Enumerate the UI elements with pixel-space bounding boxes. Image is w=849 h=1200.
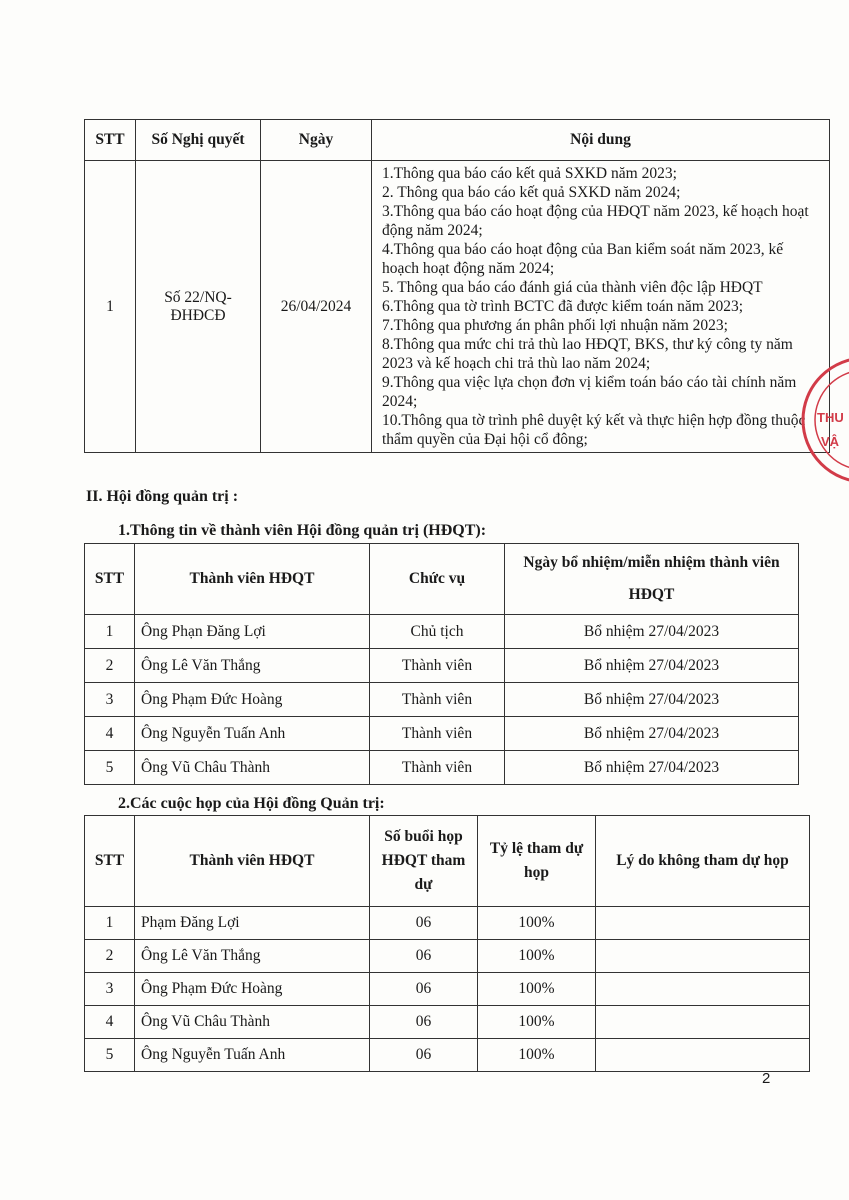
table-cell: 4: [85, 717, 135, 751]
table-header-row: [85, 816, 810, 907]
table-cell: Bổ nhiệm 27/04/2023: [505, 615, 799, 649]
table-cell: 2: [85, 940, 135, 973]
table-cell: 06: [370, 973, 478, 1006]
table-cell: Chủ tịch: [370, 615, 505, 649]
table-row: [85, 161, 830, 453]
content-item: 8.Thông qua mức chi trả thù lao HĐQT, BKS, thư ký công ty năm 2023 và kế hoạch chi trả thù lao năm 2024;: [382, 336, 793, 372]
header-content: Nội dung: [372, 120, 830, 161]
table-cell: Thành viên: [370, 717, 505, 751]
table-cell: 06: [370, 907, 478, 940]
cell-stt: 1: [85, 161, 136, 453]
header-absence-reason: Lý do không tham dự họp: [596, 816, 810, 907]
table-header-row: [85, 544, 799, 615]
table-cell: Ông Nguyễn Tuấn Anh: [135, 717, 370, 751]
header-stt: STT: [85, 816, 135, 907]
header-position: Chức vụ: [370, 544, 505, 615]
table-cell: 1: [85, 615, 135, 649]
header-resolution-number: Số Nghị quyết: [136, 120, 261, 161]
table-row: [85, 907, 810, 940]
table-row: [85, 683, 799, 717]
page-number: 2: [762, 1070, 771, 1087]
content-item: 6.Thông qua tờ trình BCTC đã được kiểm toán năm 2023;: [382, 298, 744, 315]
table-cell: 5: [85, 751, 135, 785]
table-cell: [596, 940, 810, 973]
table-cell: 2: [85, 649, 135, 683]
table-row: [85, 751, 799, 785]
table-cell: Ông Vũ Châu Thành: [135, 751, 370, 785]
cell-content: [372, 161, 830, 453]
table-cell: Thành viên: [370, 683, 505, 717]
cell-resolution-number: Số 22/NQ-ĐHĐCĐ: [136, 161, 261, 453]
table-cell: 3: [85, 683, 135, 717]
table-cell: Ông Lê Văn Thắng: [135, 649, 370, 683]
table-cell: Phạm Đăng Lợi: [135, 907, 370, 940]
table-cell: [596, 907, 810, 940]
table-cell: Ông Nguyễn Tuấn Anh: [135, 1039, 370, 1072]
table-cell: Ông Lê Văn Thắng: [135, 940, 370, 973]
table-cell: 3: [85, 973, 135, 1006]
table-cell: Thành viên: [370, 751, 505, 785]
content-item: 1.Thông qua báo cáo kết quả SXKD năm 2023;: [382, 165, 677, 182]
table-row: [85, 940, 810, 973]
subsection-heading-members: 1.Thông tin về thành viên Hội đồng quản trị (HĐQT):: [118, 522, 487, 539]
table-cell: 100%: [478, 973, 596, 1006]
content-item: 10.Thông qua tờ trình phê duyệt ký kết và thực hiện hợp đồng thuộc thẩm quyền của Đại hội cổ đông;: [382, 412, 806, 448]
header-member: Thành viên HĐQT: [135, 816, 370, 907]
members-table: [84, 543, 799, 785]
section-heading: II. Hội đồng quản trị :: [86, 488, 239, 505]
table-cell: 06: [370, 1039, 478, 1072]
table-cell: [596, 973, 810, 1006]
table-row: [85, 649, 799, 683]
content-item: 9.Thông qua việc lựa chọn đơn vị kiểm toán báo cáo tài chính năm 2024;: [382, 374, 797, 410]
table-row: [85, 1039, 810, 1072]
table-row: [85, 973, 810, 1006]
table-cell: 06: [370, 940, 478, 973]
table-cell: Ông Phạm Đức Hoàng: [135, 973, 370, 1006]
table-cell: 100%: [478, 940, 596, 973]
table-cell: Bổ nhiệm 27/04/2023: [505, 717, 799, 751]
table-cell: [596, 1039, 810, 1072]
table-cell: 100%: [478, 1039, 596, 1072]
table-cell: Ông Phạm Đức Hoàng: [135, 683, 370, 717]
table-row: [85, 615, 799, 649]
table-cell: 1: [85, 907, 135, 940]
header-attendance-rate: Tỷ lệ tham dự họp: [478, 816, 596, 907]
meetings-table: [84, 815, 810, 1072]
table-cell: Thành viên: [370, 649, 505, 683]
table-cell: Bổ nhiệm 27/04/2023: [505, 751, 799, 785]
table-cell: Bổ nhiệm 27/04/2023: [505, 683, 799, 717]
header-member: Thành viên HĐQT: [135, 544, 370, 615]
cell-date: 26/04/2024: [261, 161, 372, 453]
table-row: [85, 717, 799, 751]
table-cell: 100%: [478, 1006, 596, 1039]
content-item: 2. Thông qua báo cáo kết quả SXKD năm 2024;: [382, 184, 681, 201]
resolutions-table: [84, 119, 830, 453]
table-cell: Bổ nhiệm 27/04/2023: [505, 649, 799, 683]
header-appointment: Ngày bổ nhiệm/miễn nhiệm thành viên HĐQT: [505, 544, 799, 615]
content-item: 3.Thông qua báo cáo hoạt động của HĐQT năm 2023, kế hoạch hoạt động năm 2024;: [382, 203, 809, 239]
table-row: [85, 1006, 810, 1039]
table-header-row: [85, 120, 830, 161]
content-item: 4.Thông qua báo cáo hoạt động của Ban kiểm soát năm 2023, kế hoạch hoạt động năm 2024;: [382, 241, 784, 277]
header-stt: STT: [85, 544, 135, 615]
table-cell: 4: [85, 1006, 135, 1039]
table-cell: [596, 1006, 810, 1039]
content-item: 5. Thông qua báo cáo đánh giá của thành viên độc lập HĐQT: [382, 279, 763, 296]
svg-text:THU: THU: [817, 410, 844, 425]
content-item: 7.Thông qua phương án phân phối lợi nhuận năm 2023;: [382, 317, 728, 334]
svg-text:VẬ: VẬ: [821, 434, 840, 449]
company-seal: [795, 350, 849, 490]
table-cell: 06: [370, 1006, 478, 1039]
header-date: Ngày: [261, 120, 372, 161]
header-stt: STT: [85, 120, 136, 161]
table-cell: 100%: [478, 907, 596, 940]
table-cell: 5: [85, 1039, 135, 1072]
subsection-heading-meetings: 2.Các cuộc họp của Hội đồng Quản trị:: [118, 795, 385, 812]
header-meetings-attended: Số buổi họp HĐQT tham dự: [370, 816, 478, 907]
table-cell: Ông Vũ Châu Thành: [135, 1006, 370, 1039]
table-cell: Ông Phạn Đăng Lợi: [135, 615, 370, 649]
